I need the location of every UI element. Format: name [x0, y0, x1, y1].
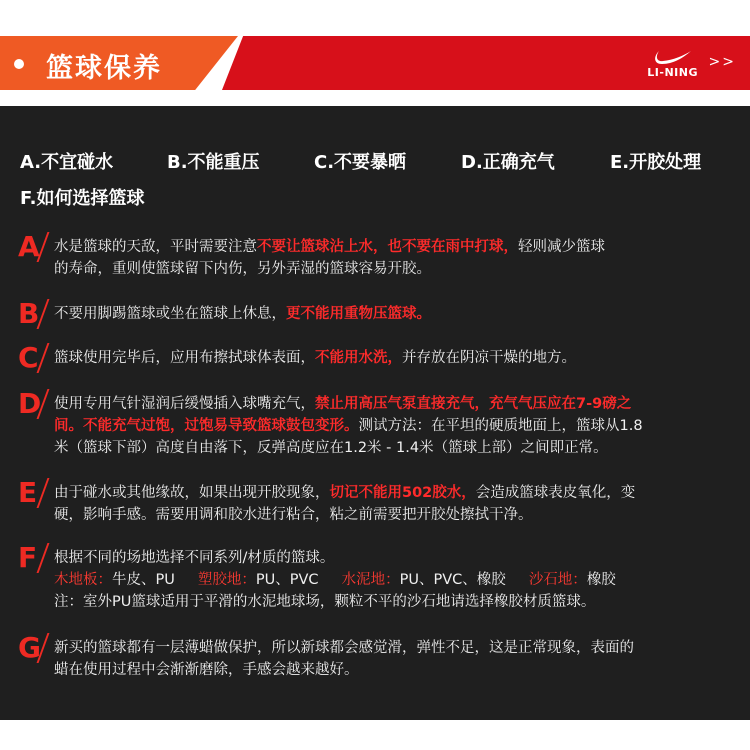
court-value: PU、PVC、橡胶: [399, 572, 506, 588]
text: 蜡在使用过程中会渐渐磨除，手感会越来越好。: [54, 662, 359, 678]
section-body: [54, 547, 739, 613]
text: 使用专用气针湿润后缓慢插入球嘴充气，: [54, 396, 315, 412]
text: 测试方法：在平坦的硬质地面上，篮球从1.8: [358, 418, 643, 434]
section-body: [54, 393, 739, 459]
header-banner: [0, 36, 750, 90]
court-value: PU、PVC: [255, 572, 319, 588]
toc-item-e: E.开胶处理: [610, 152, 702, 173]
court-label-cement: 水泥地：: [341, 572, 400, 588]
text: 由于碰水或其他缘故，如果出现开胶现象，: [54, 485, 330, 501]
text: 的寿命，重则使篮球留下内伤，另外弄湿的篮球容易开胶。: [54, 261, 431, 277]
highlight-text: 间。不能充气过饱，过饱易导致篮球鼓包变形。: [54, 418, 359, 434]
section-letter: G: [18, 631, 41, 664]
li-ning-logo: [647, 49, 698, 79]
text: 不要用脚踢篮球或坐在篮球上休息，: [54, 306, 286, 322]
toc-item-c: C.不要暴晒: [314, 152, 407, 173]
text: 根据不同的场地选择不同系列/材质的篮球。: [54, 550, 335, 566]
section-letter: B: [18, 297, 40, 330]
brand-name: LI-NING: [647, 66, 698, 79]
section-letter: D: [18, 387, 42, 420]
text: 并存放在阴凉干燥的地方。: [402, 350, 576, 366]
more-chevron-icon[interactable]: >>: [708, 54, 736, 70]
court-label-rubber: 塑胶地：: [197, 572, 256, 588]
text: 新买的篮球都有一层薄蜡做保护，所以新球都会感觉滑，弹性不足，这是正常现象，表面的: [54, 640, 634, 656]
section-letter: A: [18, 230, 40, 263]
highlight-text: 更不能用重物压篮球。: [286, 306, 431, 322]
highlight-text: 不能用水洗，: [315, 350, 402, 366]
section-letter: F: [18, 541, 38, 574]
court-value: 牛皮、PU: [112, 572, 175, 588]
court-label-wood: 木地板：: [54, 572, 112, 588]
section-letter: C: [18, 341, 39, 374]
text: 硬，影响手感。需要用调和胶水进行粘合，粘之前需要把开胶处擦拭干净。: [54, 507, 533, 523]
text: 米（篮球下部）高度自由落下，反弹高度应在1.2米 - 1.4米（篮球上部）之间即正常。: [54, 440, 608, 456]
court-value: 橡胶: [586, 572, 616, 588]
li-ning-swoosh-icon: [653, 49, 693, 65]
text: 轻则减少篮球: [518, 239, 605, 255]
toc-item-d: D.正确充气: [461, 152, 555, 173]
section-body: [54, 482, 739, 526]
court-label-gravel: 沙石地：: [528, 572, 587, 588]
text: 会造成篮球表皮氧化，变: [475, 485, 636, 501]
toc-item-b: B.不能重压: [167, 152, 260, 173]
toc-item-f: F.如何选择篮球: [20, 188, 145, 209]
note-text: 注：室外PU篮球适用于平滑的水泥地球场，颗粒不平的沙石地请选择橡胶材质篮球。: [54, 594, 596, 610]
text: 篮球使用完毕后，应用布擦拭球体表面，: [54, 350, 315, 366]
section-body: [54, 303, 739, 325]
section-body: [54, 236, 739, 280]
section-body: [54, 637, 739, 681]
text: 水是篮球的天敌，平时需要注意: [54, 239, 257, 255]
highlight-text: 禁止用高压气泵直接充气，充气气压应在7-9磅之: [315, 396, 632, 412]
section-body: [54, 347, 739, 369]
page-title: 篮球保养: [46, 53, 162, 84]
highlight-text: 不要让篮球沾上水，也不要在雨中打球，: [257, 239, 518, 255]
content-panel: [0, 106, 750, 720]
bullet-dot-icon: [14, 59, 24, 69]
section-letter: E: [18, 476, 38, 509]
toc-item-a: A.不宜碰水: [20, 152, 114, 173]
highlight-text: 切记不能用502胶水，: [329, 485, 476, 501]
